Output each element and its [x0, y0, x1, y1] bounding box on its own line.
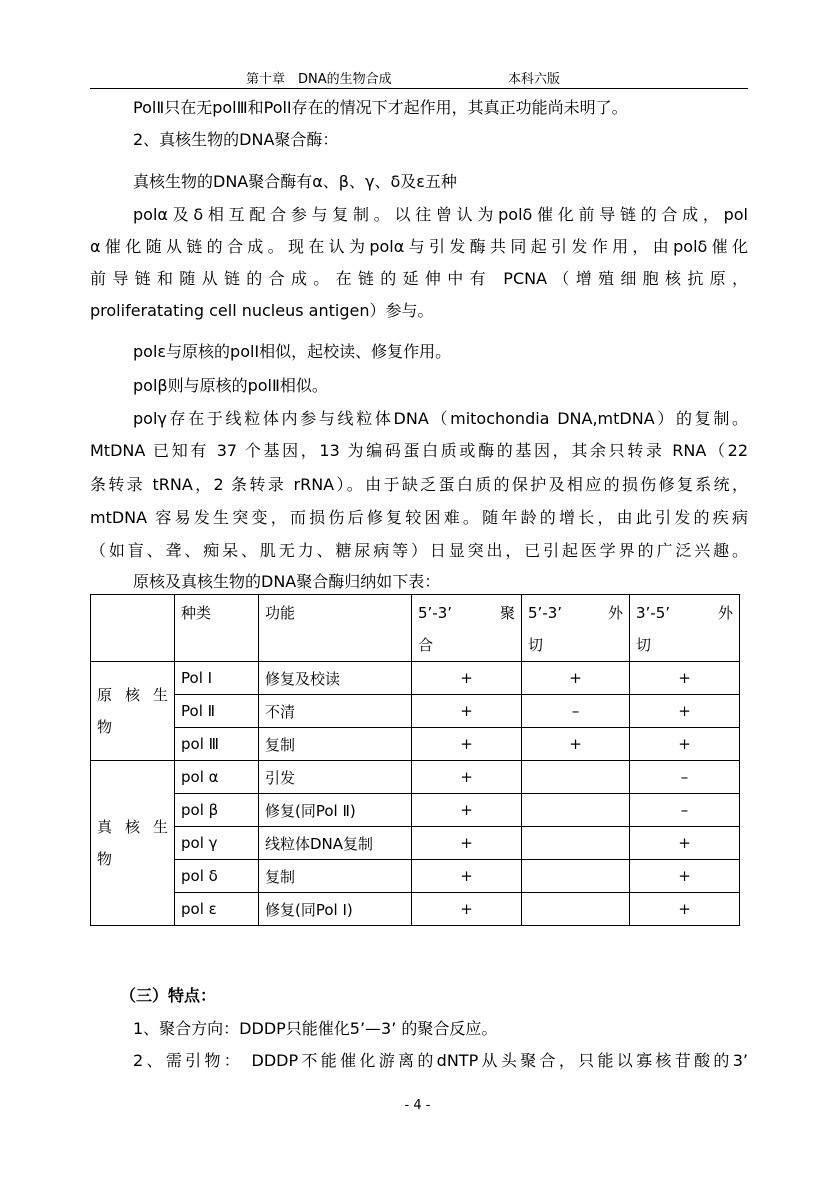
cell-exo-3-5: –	[630, 794, 740, 827]
paragraph-pol-epsilon: polε与原核的polⅠ相似，起校读、修复作用。	[133, 342, 452, 361]
cell-polymerase: +	[412, 662, 522, 695]
enzyme-name: pol γ	[175, 827, 259, 860]
section-title-features: （三）特点：	[120, 986, 217, 1005]
cell-exo-5-3: +	[522, 728, 630, 761]
cell-exo-3-5: –	[630, 761, 740, 794]
cell-polymerase: +	[412, 860, 522, 893]
cell-polymerase: +	[412, 695, 522, 728]
cell-exo-5-3	[522, 761, 630, 794]
group-prokaryote: 原核生 物	[91, 662, 175, 761]
cell-exo-3-5: +	[630, 728, 740, 761]
cell-polymerase: +	[412, 728, 522, 761]
enzyme-name: pol β	[175, 794, 259, 827]
table-row	[91, 827, 740, 860]
enzyme-function: 不清	[259, 695, 412, 728]
paragraph-line: polα及δ相互配合参与复制。以往曾认为polδ催化前导链的合成，pol	[133, 205, 748, 224]
cell-polymerase: +	[412, 761, 522, 794]
paragraph-line: α催化随从链的合成。现在认为polα与引发酶共同起引发作用，由polδ催化	[90, 237, 748, 256]
enzyme-name: pol ε	[175, 893, 259, 926]
header-function: 功能	[259, 595, 412, 662]
cell-exo-5-3	[522, 893, 630, 926]
paragraph-line: 前导链和随从链的合成。在链的延伸中有 PCNA（增殖细胞核抗原，	[90, 269, 748, 288]
enzyme-function: 修复及校读	[259, 662, 412, 695]
header-edition: 本科六版	[508, 72, 561, 87]
paragraph-pol-beta: polβ则与原核的polⅡ相似。	[133, 376, 328, 395]
cell-exo-5-3: +	[522, 662, 630, 695]
header-5-3-polymerase: 5’-3’聚 合	[412, 595, 522, 662]
header-3-5-exonuclease: 3’-5’外 切	[630, 595, 740, 662]
table-caption: 原核及真核生物的DNA聚合酶归纳如下表：	[133, 572, 441, 591]
cell-polymerase: +	[412, 827, 522, 860]
heading-eukaryote-polymerase: 2、真核生物的DNA聚合酶：	[133, 130, 339, 149]
enzyme-name: pol α	[175, 761, 259, 794]
feature-item-primer: 2、需引物： DDDP不能催化游离的dNTP从头聚合，只能以寡核苷酸的3’	[133, 1051, 748, 1070]
page-header	[90, 66, 748, 89]
cell-polymerase: +	[412, 794, 522, 827]
table-row	[91, 695, 740, 728]
cell-exo-3-5: +	[630, 860, 740, 893]
enzyme-function: 修复(同Pol Ⅰ)	[259, 893, 412, 926]
cell-exo-5-3: –	[522, 695, 630, 728]
group-eukaryote: 真核生 物	[91, 761, 175, 926]
table-row	[91, 893, 740, 926]
enzyme-function: 引发	[259, 761, 412, 794]
paragraph-line: proliferatating cell nucleus antigen）参与。	[90, 301, 434, 320]
enzyme-name: Pol Ⅱ	[175, 695, 259, 728]
enzyme-function: 线粒体DNA复制	[259, 827, 412, 860]
paragraph-line: 条转录 tRNA，2 条转录 rRNA）。由于缺乏蛋白质的保护及相应的损伤修复系统，	[90, 475, 748, 494]
cell-polymerase: +	[412, 893, 522, 926]
paragraph-line: mtDNA 容易发生突变，而损伤后修复较困难。随年龄的增长，由此引发的疾病	[90, 508, 748, 527]
cell-exo-3-5: +	[630, 827, 740, 860]
enzyme-function: 复制	[259, 728, 412, 761]
cell-exo-5-3	[522, 860, 630, 893]
enzyme-function: 修复(同Pol Ⅱ)	[259, 794, 412, 827]
paragraph-pol2: PolⅡ只在无polⅢ和PolⅠ存在的情况下才起作用，其真正功能尚未明了。	[133, 98, 628, 117]
feature-item-direction: 1、聚合方向：DDDP只能催化5’—3’ 的聚合反应。	[133, 1019, 498, 1038]
cell-exo-3-5: +	[630, 695, 740, 728]
header-5-3-exonuclease: 5’-3’外 切	[522, 595, 630, 662]
paragraph-line: MtDNA 已知有 37 个基因，13 为编码蛋白质或酶的基因，其余只转录 RNA（22	[90, 441, 748, 460]
header-kind: 种类	[175, 595, 259, 662]
enzyme-function: 复制	[259, 860, 412, 893]
paragraph-line: polγ存在于线粒体内参与线粒体DNA（mitochondia DNA,mtDNA）的复制。	[133, 409, 748, 428]
enzyme-name: pol Ⅲ	[175, 728, 259, 761]
cell-exo-3-5: +	[630, 893, 740, 926]
cell-exo-5-3	[522, 827, 630, 860]
polymerase-table	[90, 594, 740, 926]
table-header-row	[91, 595, 740, 662]
table-row	[91, 728, 740, 761]
enzyme-name: pol δ	[175, 860, 259, 893]
paragraph-five-types: 真核生物的DNA聚合酶有α、β、γ、δ及ε五种	[133, 172, 457, 191]
table-corner-cell	[91, 595, 175, 662]
table-row	[91, 860, 740, 893]
cell-exo-5-3	[522, 794, 630, 827]
cell-exo-3-5: +	[630, 662, 740, 695]
paragraph-line: （如盲、聋、痴呆、肌无力、糖尿病等）日显突出，已引起医学界的广泛兴趣。	[90, 541, 748, 560]
table-row	[91, 794, 740, 827]
page-number: - 4 -	[404, 1098, 431, 1113]
table-row	[91, 761, 740, 794]
enzyme-name: Pol Ⅰ	[175, 662, 259, 695]
table-row	[91, 662, 740, 695]
header-chapter: 第十章 DNA的生物合成	[246, 72, 392, 87]
